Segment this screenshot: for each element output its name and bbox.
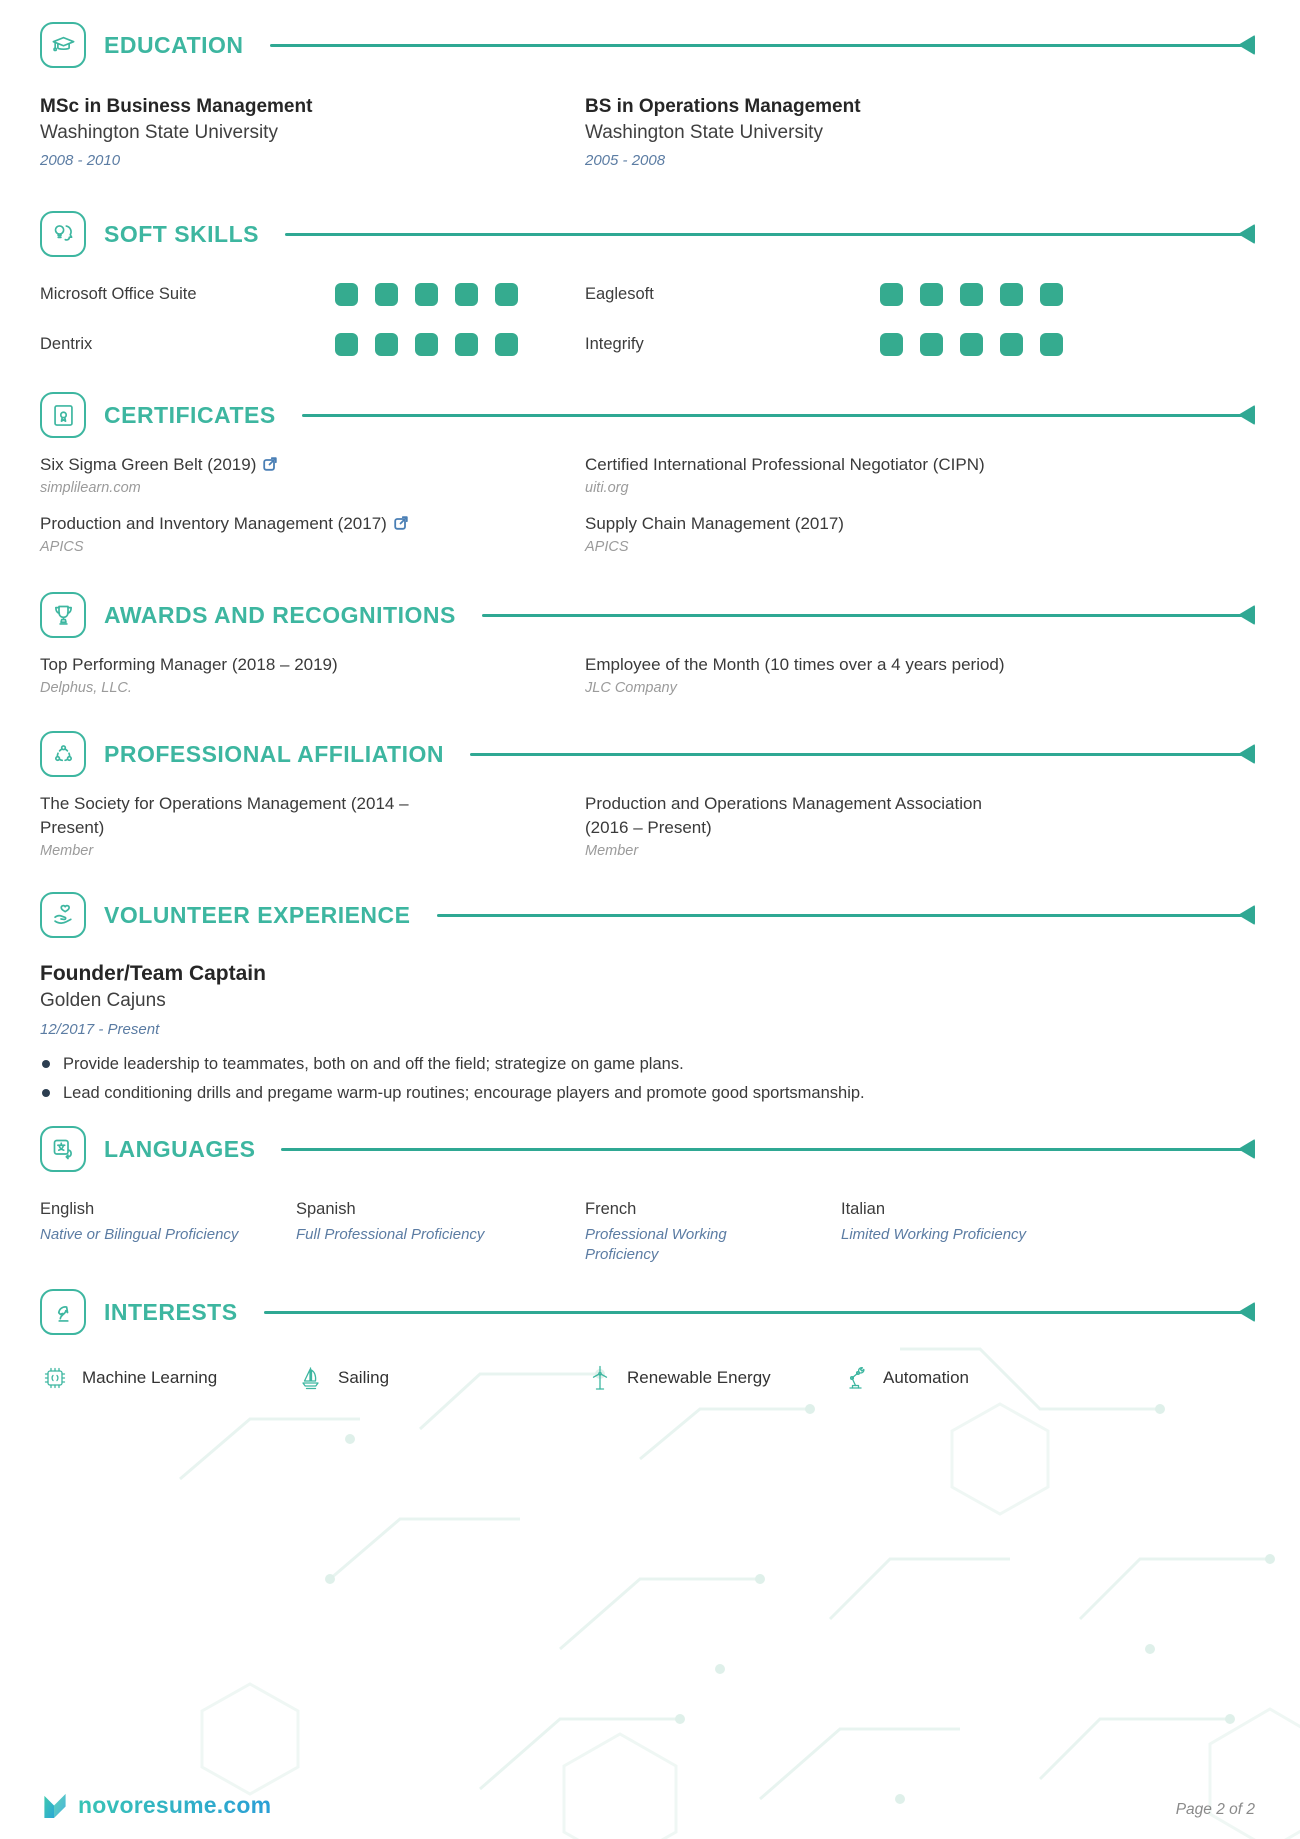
skill-level-bar xyxy=(880,283,1063,306)
interest-item xyxy=(40,1363,296,1393)
certificate-name: Certified International Professional Negotiator (CIPN) xyxy=(585,455,985,474)
skill-level-square xyxy=(415,333,438,356)
skill-level-square xyxy=(1040,333,1063,356)
section-divider-line xyxy=(302,414,1255,417)
date-range: 2005 - 2008 xyxy=(585,152,666,169)
section-certificates xyxy=(40,392,1255,557)
language-proficiency: Professional Working Proficiency xyxy=(585,1226,727,1263)
interests-list xyxy=(40,1363,1255,1393)
skill-level-square xyxy=(455,283,478,306)
interest-item xyxy=(841,1363,1255,1393)
skill-row xyxy=(40,283,518,306)
awards-list xyxy=(40,653,1255,698)
skill-level-square xyxy=(920,333,943,356)
affiliation-name: Production and Operations Management Association (2016 – Present) xyxy=(585,794,982,837)
skill-row xyxy=(40,333,518,356)
translate-icon xyxy=(40,1126,86,1172)
language-item xyxy=(841,1198,1255,1265)
section-professional-affiliation xyxy=(40,731,1255,861)
external-link-icon[interactable] xyxy=(263,454,277,468)
language-item xyxy=(40,1198,296,1265)
award-name: Top Performing Manager (2018 – 2019) xyxy=(40,655,338,674)
skill-level-square xyxy=(335,283,358,306)
section-title: PROFESSIONAL AFFILIATION xyxy=(104,740,444,767)
certificate-name: Production and Inventory Management (2017) xyxy=(40,514,387,533)
volunteer-header xyxy=(40,892,1255,938)
sailboat-icon xyxy=(296,1363,326,1393)
section-education xyxy=(40,22,1255,171)
machine-learning-chip-icon xyxy=(40,1363,70,1393)
language-proficiency: Full Professional Proficiency xyxy=(296,1226,485,1243)
languages-list xyxy=(40,1198,1255,1265)
skill-row xyxy=(585,283,1063,306)
degree-title: MSc in Business Management xyxy=(40,96,313,117)
interest-label: Automation xyxy=(883,1368,969,1387)
page-number: Page 2 of 2 xyxy=(1175,1801,1255,1818)
section-divider-line xyxy=(470,753,1255,756)
trophy-icon xyxy=(40,592,86,638)
certificate-source: simplilearn.com xyxy=(40,480,141,496)
skill-level-square xyxy=(375,333,398,356)
affiliation-role: Member xyxy=(40,843,94,859)
bullet-item: Lead conditioning drills and pregame warm-up routines; encourage players and promote good sportsmanship. xyxy=(40,1083,1255,1103)
novoresume-brand-link[interactable] xyxy=(40,1792,271,1819)
section-title: EDUCATION xyxy=(104,31,244,58)
section-awards xyxy=(40,592,1255,698)
skill-level-bar xyxy=(335,333,518,356)
affiliation-role: Member xyxy=(585,843,639,859)
interest-item xyxy=(585,1363,841,1393)
section-volunteer-experience xyxy=(40,892,1255,1103)
section-title: SOFT SKILLS xyxy=(104,220,259,247)
brand-name: novoresume.com xyxy=(78,1792,272,1818)
section-divider-line xyxy=(270,44,1255,47)
skill-level-square xyxy=(960,333,983,356)
skill-level-square xyxy=(960,283,983,306)
certificate-item xyxy=(585,453,1060,498)
affiliation-item xyxy=(40,792,470,861)
section-languages xyxy=(40,1126,1255,1265)
award-item xyxy=(585,653,1060,698)
section-divider-line xyxy=(482,614,1255,617)
certificate-source: APICS xyxy=(585,539,629,555)
section-title: VOLUNTEER EXPERIENCE xyxy=(104,901,411,928)
interests-header xyxy=(40,1289,1255,1335)
skill-level-square xyxy=(455,333,478,356)
skill-level-square xyxy=(335,333,358,356)
education-entry xyxy=(585,94,1060,171)
certificate-name: Six Sigma Green Belt (2019) xyxy=(40,455,257,474)
interest-label: Sailing xyxy=(338,1368,390,1387)
language-item xyxy=(585,1198,841,1265)
interest-item xyxy=(296,1363,585,1393)
volunteer-organization: Golden Cajuns xyxy=(40,990,166,1011)
interest-label: Renewable Energy xyxy=(627,1368,771,1387)
education-entries xyxy=(40,94,1255,171)
language-name: English xyxy=(40,1200,95,1218)
education-header xyxy=(40,22,1255,68)
certificate-name: Supply Chain Management (2017) xyxy=(585,514,844,533)
award-name: Employee of the Month (10 times over a 4 years period) xyxy=(585,655,1005,674)
date-range: 12/2017 - Present xyxy=(40,1021,160,1038)
language-name: Italian xyxy=(841,1200,886,1218)
skill-name: Microsoft Office Suite xyxy=(40,285,197,303)
language-name: French xyxy=(585,1200,637,1218)
skill-level-square xyxy=(415,283,438,306)
skill-level-square xyxy=(375,283,398,306)
certificates-list xyxy=(40,453,1255,557)
degree-title: BS in Operations Management xyxy=(585,96,861,117)
language-proficiency: Native or Bilingual Proficiency xyxy=(40,1226,239,1243)
affiliations-list xyxy=(40,792,1255,861)
section-title: AWARDS AND RECOGNITIONS xyxy=(104,601,456,628)
section-title: INTERESTS xyxy=(104,1298,238,1325)
award-org: Delphus, LLC. xyxy=(40,680,132,696)
school-name: Washington State University xyxy=(585,122,823,143)
skill-level-square xyxy=(880,283,903,306)
certificate-item xyxy=(40,512,470,557)
volunteer-bullet-list xyxy=(40,1054,1255,1103)
circuit-pattern-background xyxy=(0,1319,1300,1839)
affiliation-item xyxy=(585,792,1060,861)
skill-name: Dentrix xyxy=(40,335,93,353)
bullet-item: Provide leadership to teammates, both on and off the field; strategize on game plans. xyxy=(40,1054,1255,1074)
wind-turbine-icon xyxy=(585,1363,615,1393)
certificate-icon xyxy=(40,392,86,438)
interest-label: Machine Learning xyxy=(82,1368,218,1387)
awards-header xyxy=(40,592,1255,638)
affiliation-header xyxy=(40,731,1255,777)
certificate-source: uiti.org xyxy=(585,480,629,496)
skill-level-square xyxy=(920,283,943,306)
section-interests xyxy=(40,1289,1255,1393)
language-name: Spanish xyxy=(296,1200,356,1218)
chess-knight-icon xyxy=(40,1289,86,1335)
award-item xyxy=(40,653,470,698)
skill-row xyxy=(585,333,1063,356)
volunteer-entry xyxy=(40,960,1255,1103)
skill-name: Eaglesoft xyxy=(585,285,654,303)
skill-level-square xyxy=(1000,283,1023,306)
skill-level-square xyxy=(880,333,903,356)
section-divider-line xyxy=(264,1311,1255,1314)
affiliation-name: The Society for Operations Management (2014 – Present) xyxy=(40,794,409,837)
education-entry xyxy=(40,94,470,171)
volunteer-role: Founder/Team Captain xyxy=(40,962,266,985)
skill-level-square xyxy=(1040,283,1063,306)
certificate-item xyxy=(40,453,470,498)
section-soft-skills xyxy=(40,211,1255,356)
language-proficiency: Limited Working Proficiency xyxy=(841,1226,1027,1243)
section-title: LANGUAGES xyxy=(104,1135,256,1162)
skill-level-square xyxy=(495,333,518,356)
novoresume-logo-icon xyxy=(40,1792,70,1819)
network-dots-icon xyxy=(40,731,86,777)
graduation-cap-icon xyxy=(40,22,86,68)
section-divider-line xyxy=(437,914,1256,917)
skill-name: Integrify xyxy=(585,335,644,353)
soft-skills-list xyxy=(40,283,1255,356)
language-item xyxy=(296,1198,585,1265)
languages-header xyxy=(40,1126,1255,1172)
skill-level-bar xyxy=(880,333,1063,356)
certificate-item xyxy=(585,512,1060,557)
award-org: JLC Company xyxy=(585,680,677,696)
soft-skills-header xyxy=(40,211,1255,257)
lightbulb-head-icon xyxy=(40,211,86,257)
section-divider-line xyxy=(281,1148,1255,1151)
robot-arm-icon xyxy=(841,1363,871,1393)
page-footer xyxy=(40,1792,1255,1819)
skill-level-square xyxy=(1000,333,1023,356)
section-title: CERTIFICATES xyxy=(104,401,276,428)
external-link-icon[interactable] xyxy=(394,513,408,527)
skill-level-square xyxy=(495,283,518,306)
school-name: Washington State University xyxy=(40,122,278,143)
hand-heart-icon xyxy=(40,892,86,938)
certificate-source: APICS xyxy=(40,539,84,555)
certificates-header xyxy=(40,392,1255,438)
section-divider-line xyxy=(285,233,1255,236)
date-range: 2008 - 2010 xyxy=(40,152,121,169)
skill-level-bar xyxy=(335,283,518,306)
